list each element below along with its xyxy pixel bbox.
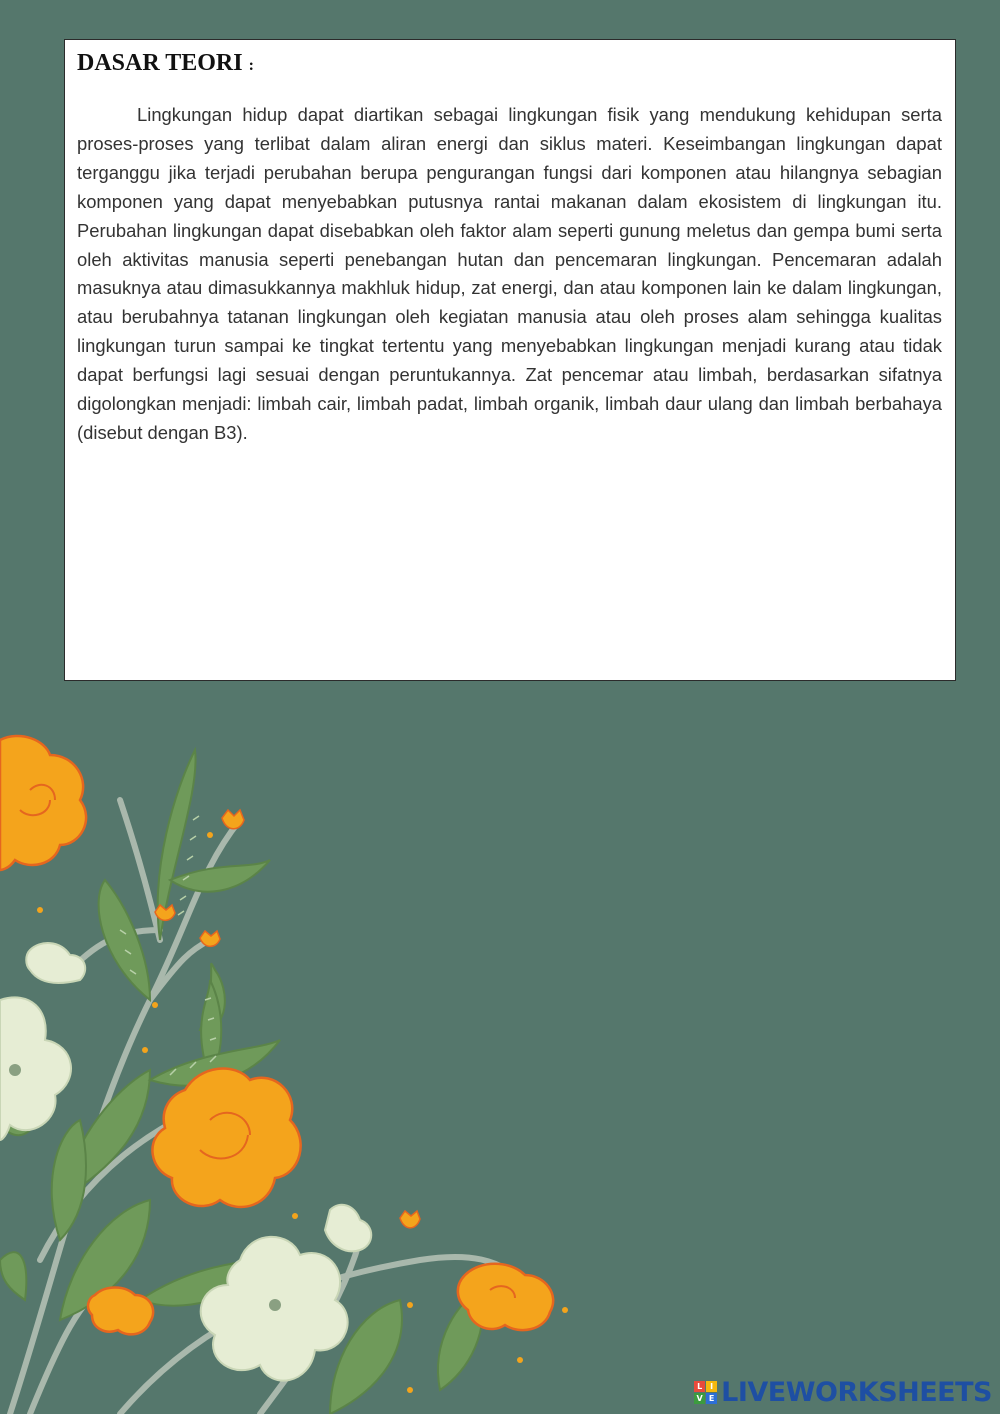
floral-corner-illustration — [0, 700, 620, 1414]
theory-paragraph: Lingkungan hidup dapat diartikan sebagai lingkungan fisik yang mendukung kehidupan serta proses-proses yang terlibat dalam aliran energi dan siklus materi. Keseimbangan lingkungan dapat terganggu jika terjadi perubahan berupa pengurangan fungsi dari komponen atau hilangnya sebagian komponen yang dapat menyebabkan putusnya rantai makanan dalam ekosistem di lingkungan itu. Perubahan lingkungan dapat disebabkan oleh faktor alam seperti gunung meletus dan gempa bumi serta oleh aktivitas manusia seperti penebangan hutan dan pencemaran lingkungan. Pencemaran adalah masuknya atau dimasukkannya makhluk hidup, zat energi, dan atau komponen lain ke dalam lingkungan, atau berubahnya tatanan lingkungan oleh kegiatan manusia atau oleh proses alam sehingga kualitas lingkungan turun sampai ke tingkat tertentu yang menyebabkan lingkungan menjadi kurang atau tidak dapat berfungsi lagi sesuai dengan peruntukannya. Zat pencemar atau limbah, berdasarkan sifatnya digolongkan menjadi: limbah cair, limbah padat, limbah organik, limbah daur ulang dan limbah berbahaya (disebut dengan B3). — [77, 104, 942, 443]
section-title — [77, 48, 942, 81]
theory-text-box — [64, 39, 956, 681]
logo-letter-e: E — [706, 1393, 717, 1404]
logo-letter-l: L — [694, 1381, 705, 1392]
section-title-text: DASAR TEORI — [77, 50, 243, 76]
liveworksheets-logo-icon — [694, 1381, 717, 1404]
liveworksheets-brand — [694, 1377, 992, 1408]
liveworksheets-wordmark: LIVEWORKSHEETS — [721, 1377, 992, 1408]
section-title-colon: : — [248, 57, 254, 74]
logo-letter-i: I — [706, 1381, 717, 1392]
logo-letter-v: V — [694, 1393, 705, 1404]
